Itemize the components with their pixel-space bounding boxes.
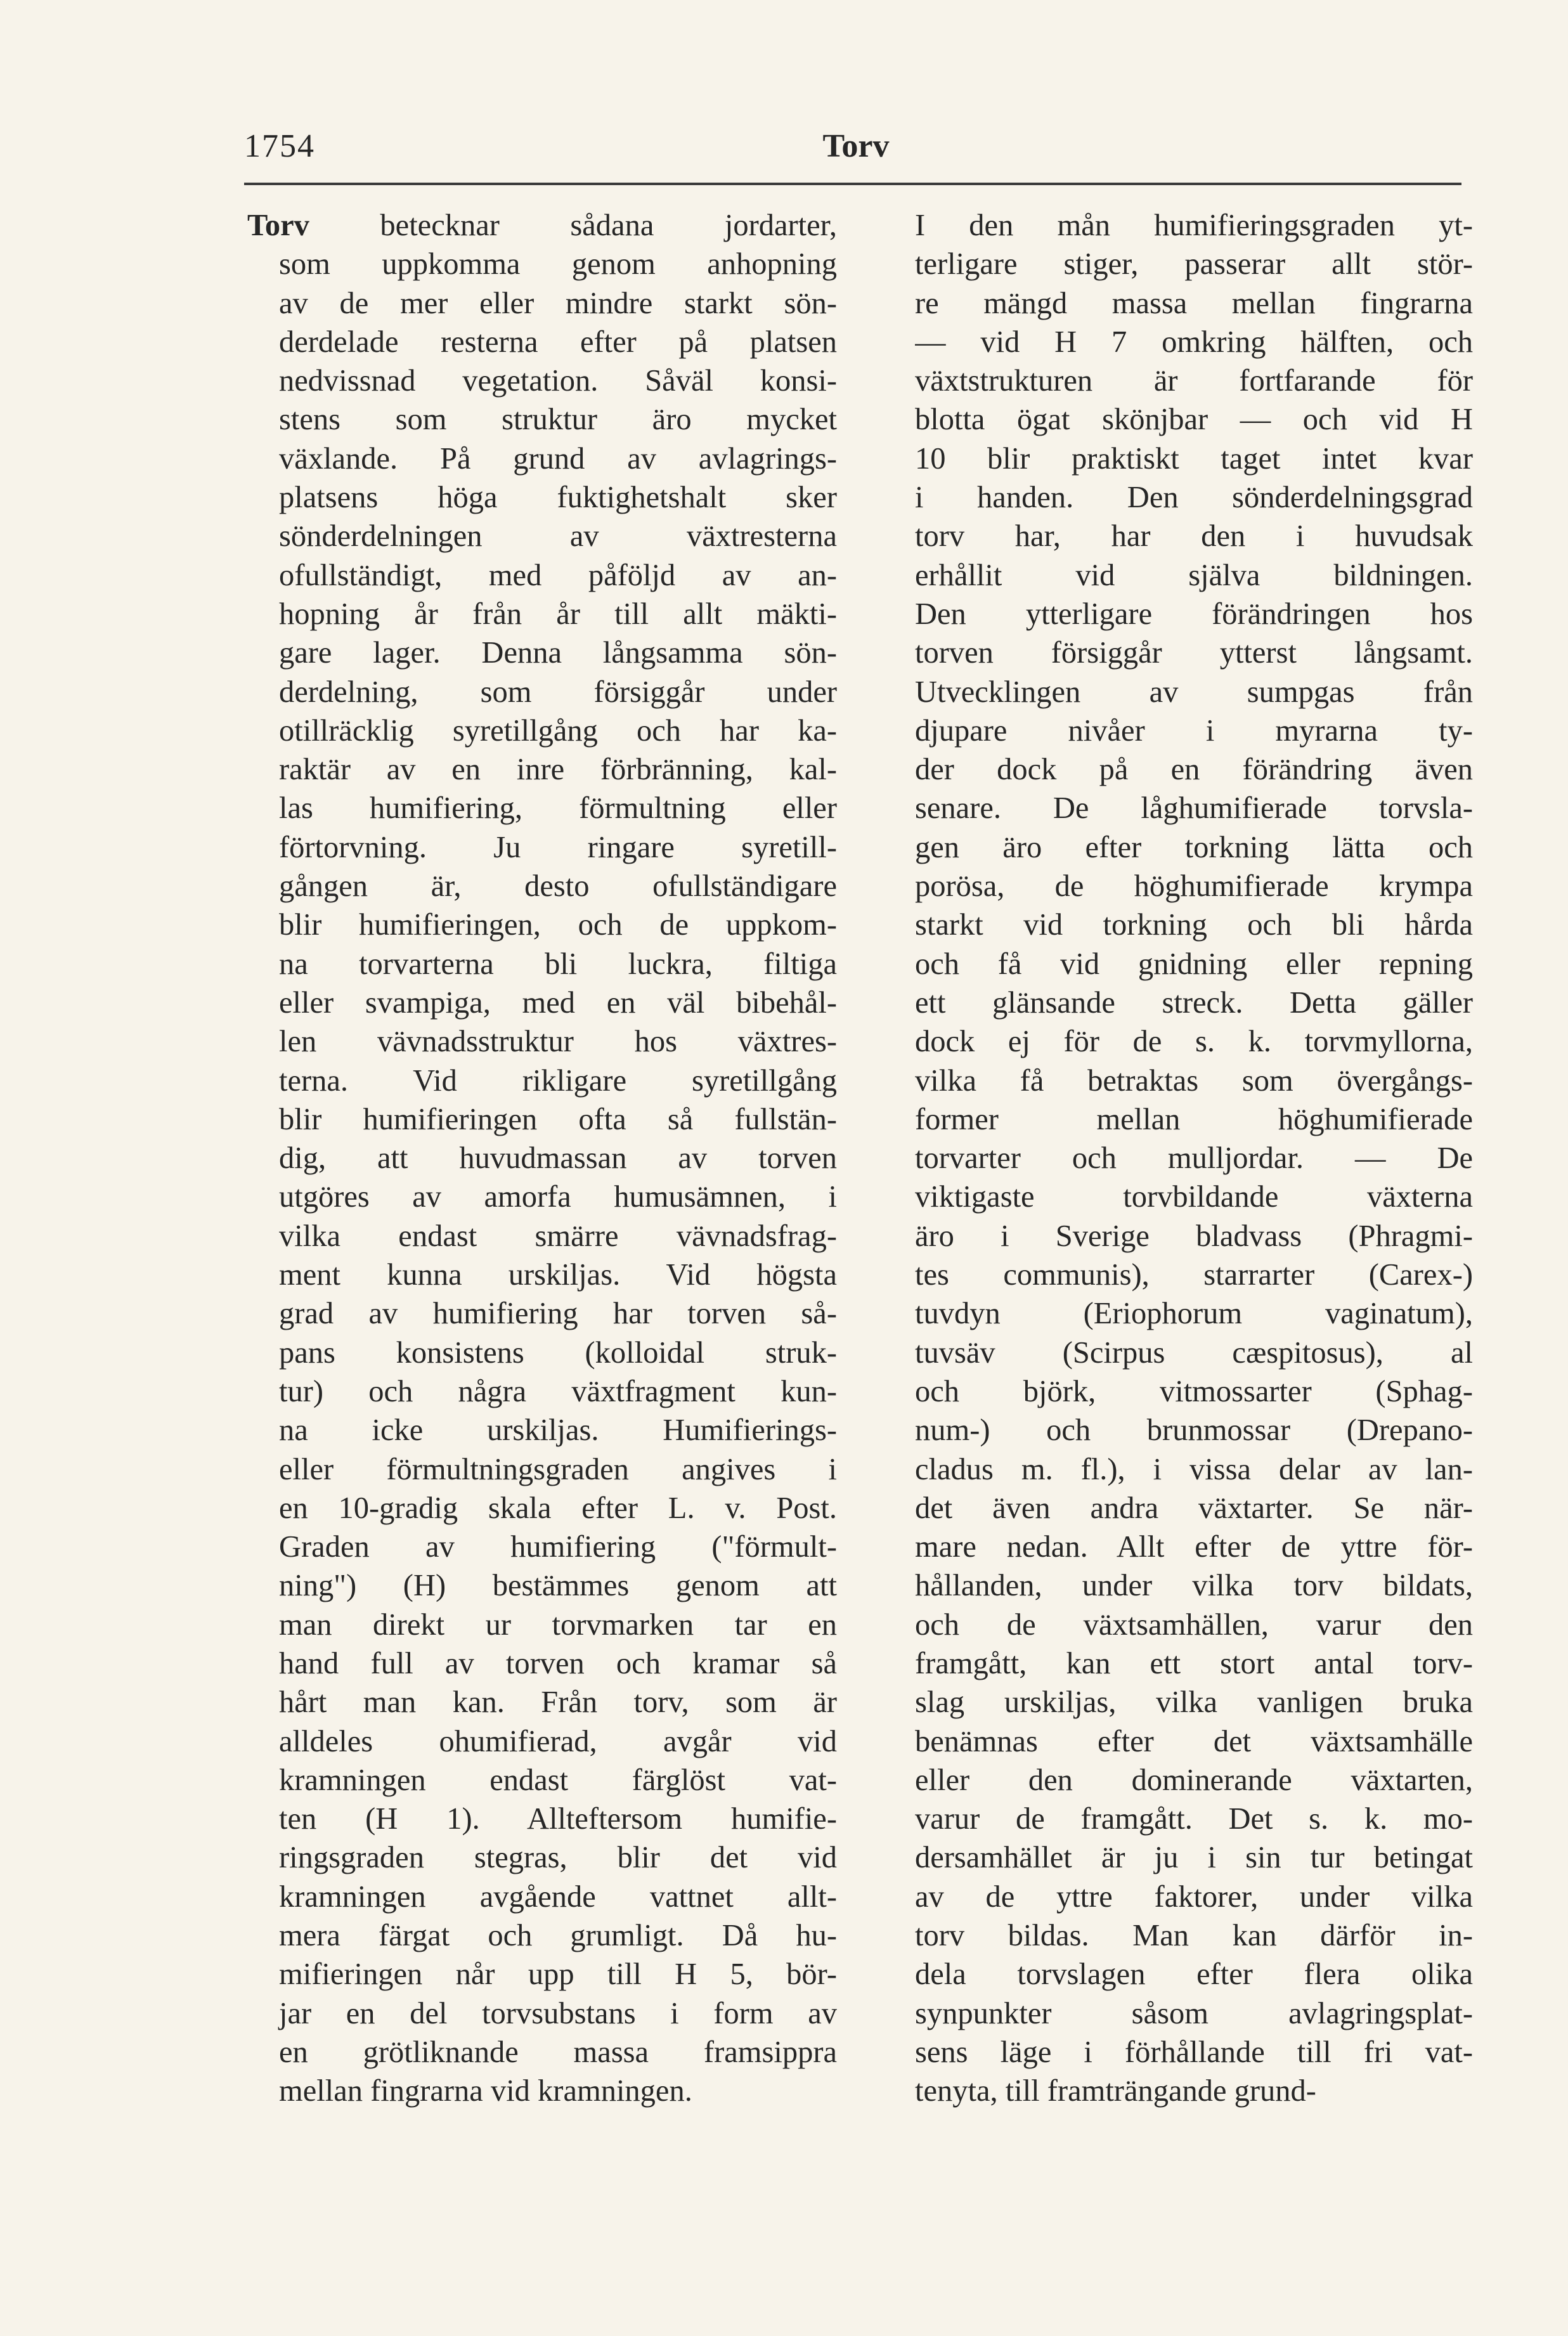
left-column-line: las humifiering, förmultning eller (279, 791, 837, 826)
right-column-line: och de växtsamhällen, varur den (915, 1607, 1473, 1642)
right-column-line: slag urskiljas, vilka vanligen bruka (915, 1685, 1473, 1720)
right-column-line: terligare stiger, passerar allt stör- (915, 247, 1473, 282)
right-column-line: sens läge i förhållande till fri vat- (915, 2035, 1473, 2069)
left-column-line: ning") (H) bestämmes genom att (279, 1569, 837, 1603)
left-column-line: Graden av humifiering ("förmult- (279, 1530, 837, 1564)
left-column-line: stens som struktur äro mycket (279, 403, 837, 437)
left-column-line: terna. Vid rikligare syretillgång (279, 1063, 837, 1098)
right-column-line: av de yttre faktorer, under vilka (915, 1879, 1473, 1914)
left-column-line: hand full av torven och kramar så (279, 1646, 837, 1680)
left-column-line: kramningen avgående vattnet allt- (279, 1879, 837, 1914)
running-head: Torv (822, 128, 890, 164)
right-column-line: synpunkter såsom avlagringsplat- (915, 1996, 1473, 2030)
left-column-line: som uppkomma genom anhopning (279, 247, 837, 282)
left-column-line: jar en del torvsubstans i form av (279, 1996, 837, 2030)
left-column-line: len vävnadsstruktur hos växtres- (279, 1025, 837, 1059)
right-column-line: 10 blir praktiskt taget intet kvar (915, 441, 1473, 476)
right-column-line: det även andra växtarter. Se när- (915, 1491, 1473, 1525)
right-column-line: dela torvslagen efter flera olika (915, 1957, 1473, 1992)
left-column-line: ofullständigt, med påföljd av an- (279, 558, 837, 592)
right-column-line: och få vid gnidning eller repning (915, 947, 1473, 981)
left-column-line: en 10-gradig skala efter L. v. Post. (279, 1491, 837, 1525)
left-column-line: derdelade resterna efter på platsen (279, 325, 837, 359)
right-column-line: gen äro efter torkning lätta och (915, 830, 1473, 864)
header-rule (244, 183, 1461, 185)
left-column-line: gare lager. Denna långsamma sön- (279, 636, 837, 670)
left-column-line: na icke urskiljas. Humifierings- (279, 1413, 837, 1448)
left-column-line: derdelning, som försiggår under (279, 675, 837, 709)
left-column-line: alldeles ohumifierad, avgår vid (279, 1724, 837, 1758)
left-column-line: tur) och några växtfragment kun- (279, 1374, 837, 1408)
right-column-line: tes communis), starrarter (Carex-) (915, 1258, 1473, 1292)
right-text-column (915, 206, 1473, 2111)
right-column-line: Den ytterligare förändringen hos (915, 597, 1473, 631)
right-column-line: senare. De låghumifierade torvsla- (915, 791, 1473, 826)
right-column-line: djupare nivåer i myrarna ty- (915, 713, 1473, 748)
left-column-line: hopning år från år till allt mäkti- (279, 597, 837, 631)
right-column-line: framgått, kan ett stort antal torv- (915, 1646, 1473, 1680)
left-column-line: eller svampiga, med en väl bibehål- (279, 985, 837, 1020)
left-column-line: Torv betecknar sådana jordarter, (247, 209, 837, 242)
left-column-line: vilka endast smärre vävnadsfrag- (279, 1219, 837, 1253)
left-column-line: pans konsistens (kolloidal struk- (279, 1335, 837, 1370)
right-column-line: torvarter och mulljordar. — De (915, 1141, 1473, 1176)
right-column-line: torven försiggår ytterst långsamt. (915, 636, 1473, 670)
right-column-line: der dock på en förändring även (915, 753, 1473, 787)
left-column-line: sönderdelningen av växtresterna (279, 519, 837, 554)
right-column-line: dock ej för de s. k. torvmyllorna, (915, 1025, 1473, 1059)
left-column-line: utgöres av amorfa humusämnen, i (279, 1180, 837, 1214)
right-column-line: — vid H 7 omkring hälften, och (915, 325, 1473, 359)
left-column-line: man direkt ur torvmarken tar en (279, 1607, 837, 1642)
right-column-line: porösa, de höghumifierade krympa (915, 869, 1473, 904)
left-column-line: eller förmultningsgraden angives i (279, 1452, 837, 1486)
left-column-line: blir humifieringen ofta så fullstän- (279, 1102, 837, 1136)
right-column-line: vilka få betraktas som övergångs- (915, 1063, 1473, 1098)
right-column-line: Utvecklingen av sumpgas från (915, 675, 1473, 709)
page-number: 1754 (244, 128, 315, 164)
headword: Torv (247, 209, 309, 242)
left-column-line: mellan fingrarna vid kramningen. (279, 2074, 692, 2108)
right-column-line: varur de framgått. Det s. k. mo- (915, 1802, 1473, 1836)
right-column-line: torv har, har den i huvudsak (915, 519, 1473, 554)
right-column-line: dersamhället är ju i sin tur betingat (915, 1841, 1473, 1875)
left-column-line: ment kunna urskiljas. Vid högsta (279, 1258, 837, 1292)
left-column-line: gången är, desto ofullständigare (279, 869, 837, 904)
left-column-line: en grötliknande massa framsippra (279, 2035, 837, 2069)
left-column-line: blir humifieringen, och de uppkom- (279, 908, 837, 942)
right-column-line: cladus m. fl.), i vissa delar av lan- (915, 1452, 1473, 1486)
left-column-line: hårt man kan. Från torv, som är (279, 1685, 837, 1720)
right-column-line: tenyta, till framträngande grund- (915, 2074, 1316, 2108)
left-column-line: förtorvning. Ju ringare syretill- (279, 830, 837, 864)
right-column-line: äro i Sverige bladvass (Phragmi- (915, 1219, 1473, 1253)
left-column-line: ringsgraden stegras, blir det vid (279, 1841, 837, 1875)
left-column-line: dig, att huvudmassan av torven (279, 1141, 837, 1176)
right-column-line: torv bildas. Man kan därför in- (915, 1919, 1473, 1953)
left-column-line: växlande. På grund av avlagrings- (279, 441, 837, 476)
right-column-line: i handen. Den sönderdelningsgrad (915, 481, 1473, 515)
right-column-line: eller den dominerande växtarten, (915, 1763, 1473, 1797)
right-column-line: I den mån humifieringsgraden yt- (915, 209, 1473, 242)
left-column-line: platsens höga fuktighetshalt sker (279, 481, 837, 515)
left-column-line: nedvissnad vegetation. Såväl konsi- (279, 364, 837, 398)
left-column-line: grad av humifiering har torven så- (279, 1297, 837, 1331)
right-column-line: starkt vid torkning och bli hårda (915, 908, 1473, 942)
right-column-line: benämnas efter det växtsamhälle (915, 1724, 1473, 1758)
left-column-line: raktär av en inre förbränning, kal- (279, 753, 837, 787)
left-column-line: otillräcklig syretillgång och har ka- (279, 713, 837, 748)
left-column-line: kramningen endast färglöst vat- (279, 1763, 837, 1797)
right-column-line: ett glänsande streck. Detta gäller (915, 985, 1473, 1020)
right-column-line: mare nedan. Allt efter de yttre för- (915, 1530, 1473, 1564)
right-column-line: viktigaste torvbildande växterna (915, 1180, 1473, 1214)
left-column-line: av de mer eller mindre starkt sön- (279, 286, 837, 320)
left-column-line: mifieringen når upp till H 5, bör- (279, 1957, 837, 1992)
right-column-line: former mellan höghumifierade (915, 1102, 1473, 1136)
left-column-line: mera färgat och grumligt. Då hu- (279, 1919, 837, 1953)
right-column-line: re mängd massa mellan fingrarna (915, 286, 1473, 320)
right-column-line: tuvsäv (Scirpus cæspitosus), al (915, 1335, 1473, 1370)
right-column-line: tuvdyn (Eriophorum vaginatum), (915, 1297, 1473, 1331)
left-column-line: na torvarterna bli luckra, filtiga (279, 947, 837, 981)
right-column-line: och björk, vitmossarter (Sphag- (915, 1374, 1473, 1408)
right-column-line: blotta ögat skönjbar — och vid H (915, 403, 1473, 437)
left-column-line: ten (H 1). Allteftersom humifie- (279, 1802, 837, 1836)
right-column-line: num-) och brunmossar (Drepano- (915, 1413, 1473, 1448)
right-column-line: växtstrukturen är fortfarande för (915, 364, 1473, 398)
right-column-line: erhållit vid själva bildningen. (915, 558, 1473, 592)
right-column-line: hållanden, under vilka torv bildats, (915, 1569, 1473, 1603)
left-text-column (247, 206, 837, 2111)
